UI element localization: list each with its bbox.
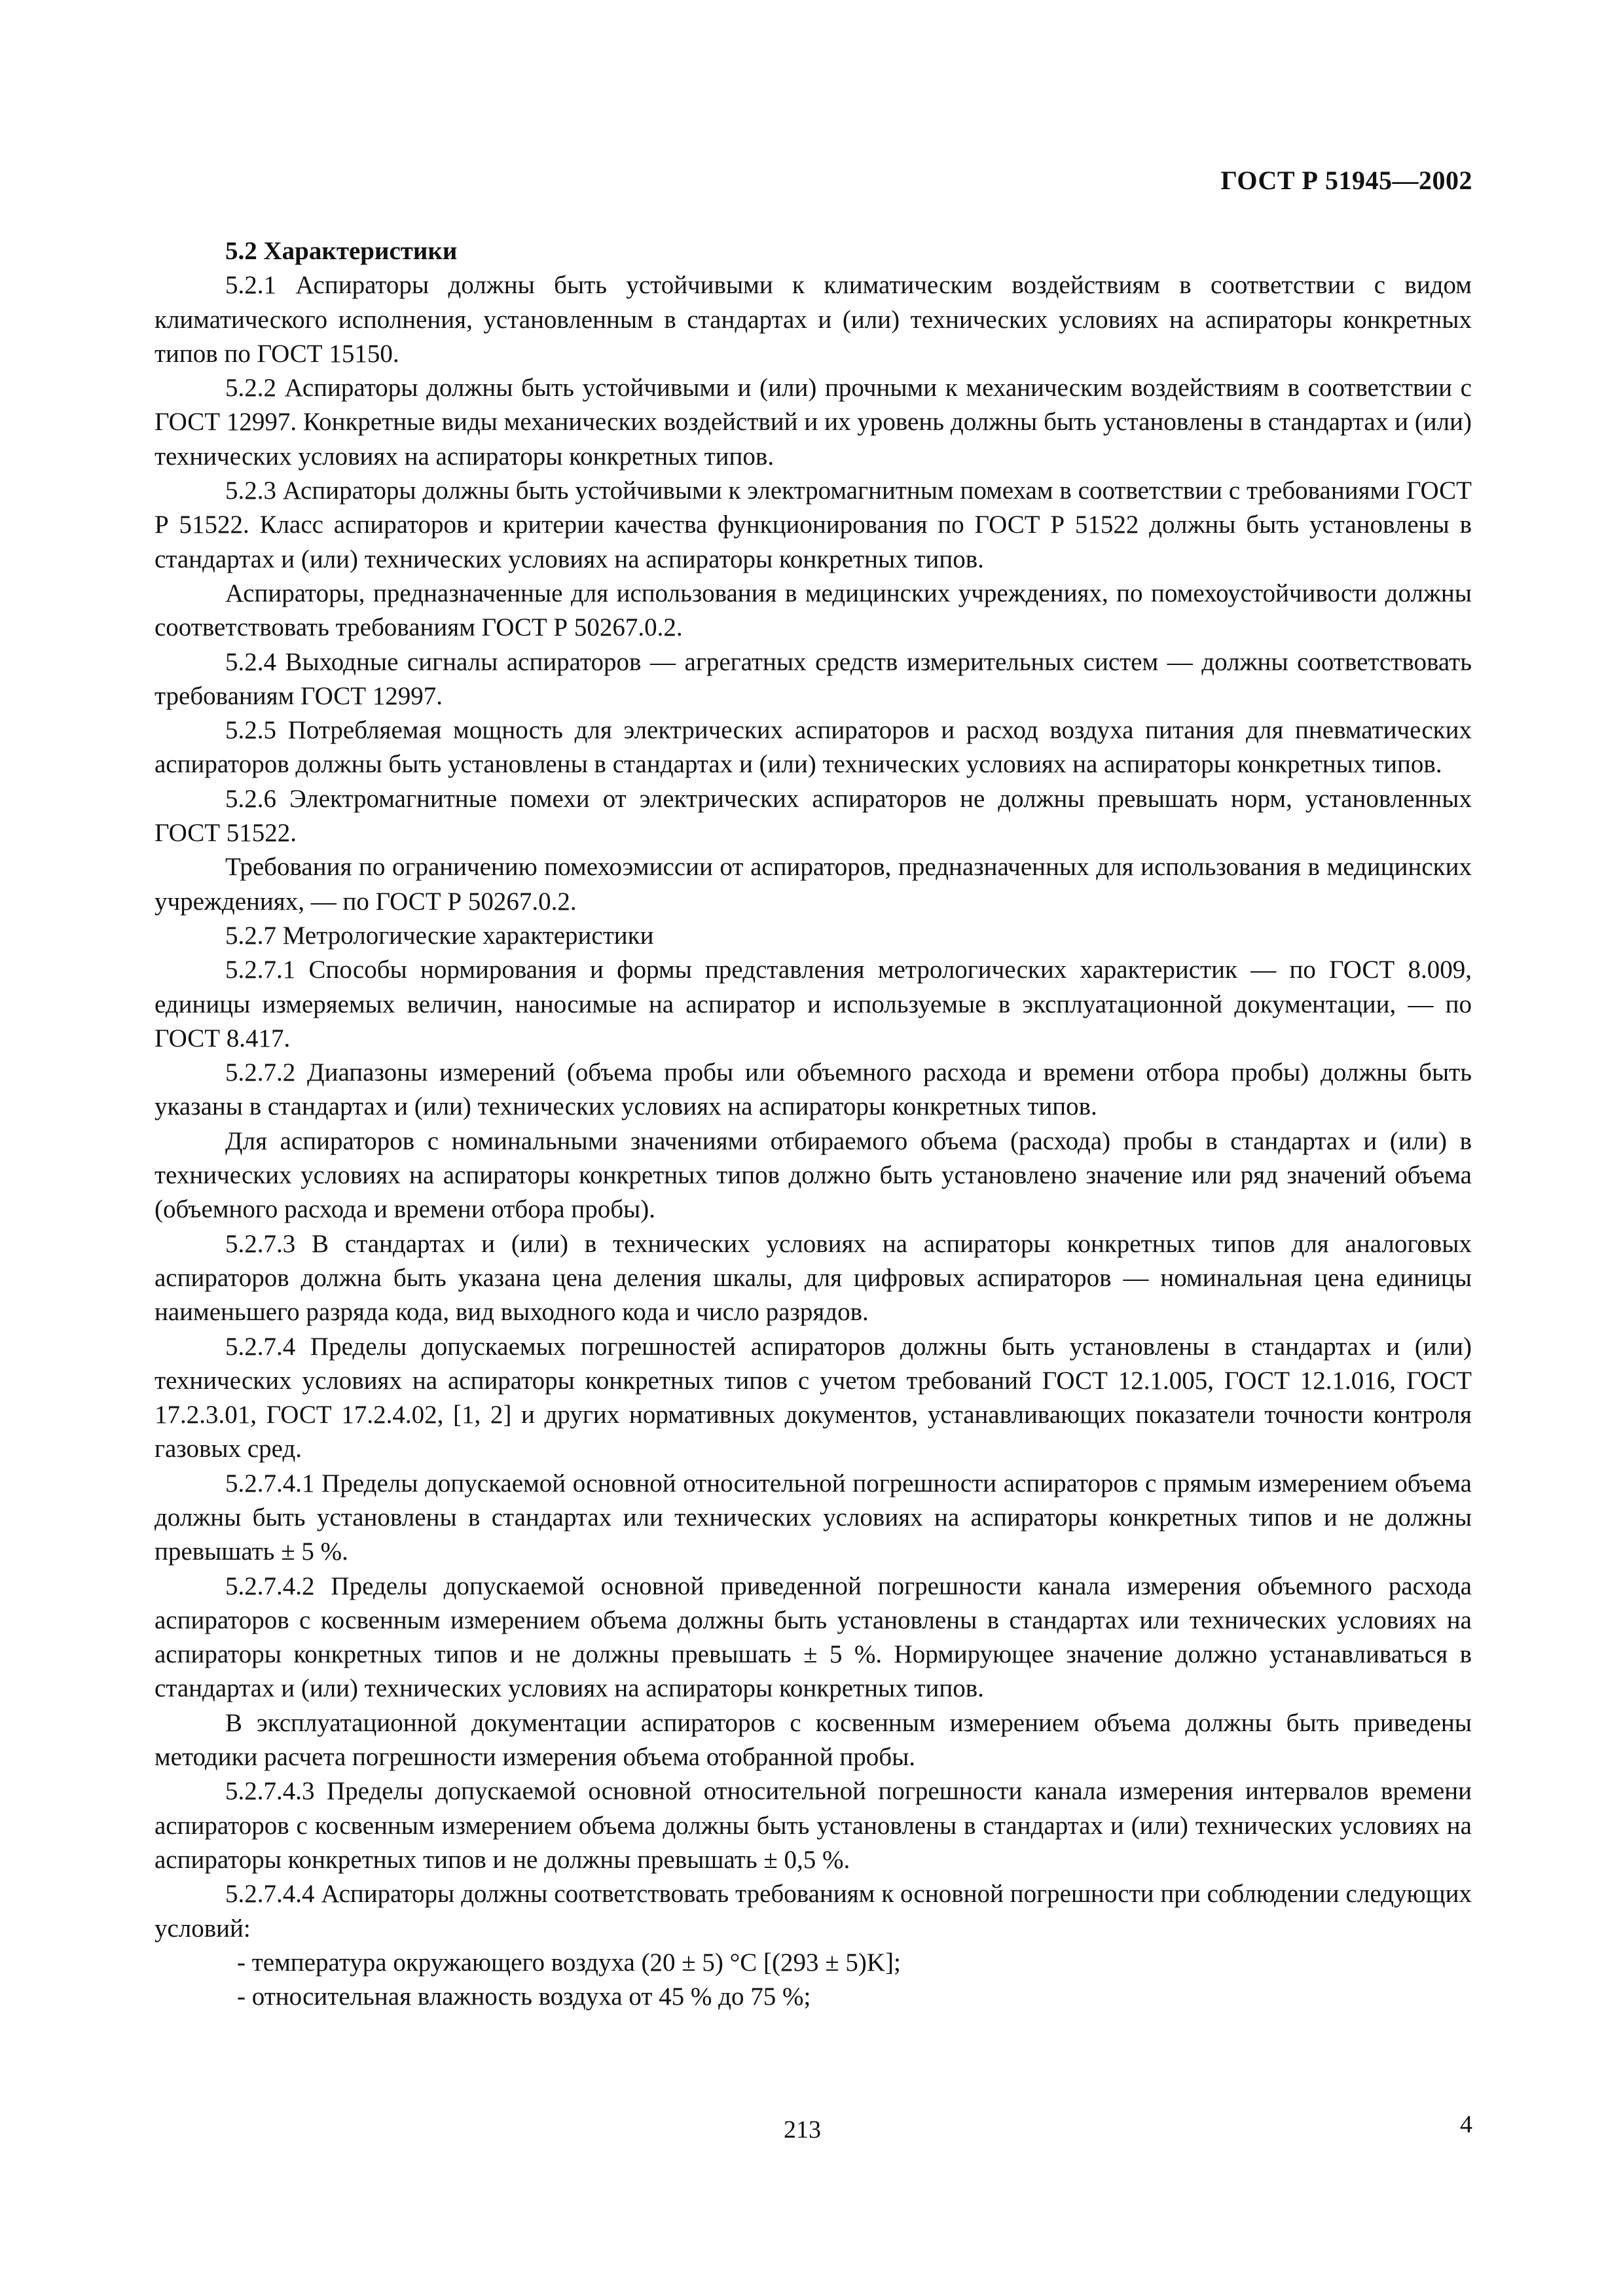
paragraph-calc-methods: В эксплуатационной документации аспираторов с косвенным измерением объема должны быть приведены методики расчета погрешности измерения объема отобранной пробы.: [155, 1708, 1472, 1772]
document-body: [155, 234, 1472, 2014]
paragraph-5-2-6: 5.2.6 Электромагнитные помехи от электрических аспираторов не должны превышать норм, установленных ГОСТ 51522.: [155, 784, 1472, 848]
paragraph-5-2-4: 5.2.4 Выходные сигналы аспираторов — агрегатных средств измерительных систем — должны соответствовать требованиям ГОСТ 12997.: [155, 647, 1472, 710]
paragraph-5-2-5: 5.2.5 Потребляемая мощность для электрических аспираторов и расход воздуха питания для пневматических аспираторов должны быть установлены в стандартах и (или) технических условиях на аспираторы конкретных типов.: [155, 716, 1472, 779]
document-code: ГОСТ Р 51945—2002: [1220, 166, 1472, 195]
paragraph-5-2-7-4-2: 5.2.7.4.2 Пределы допускаемой основной приведенной погрешности канала измерения объемного расхода аспираторов с косвенным измерением объема должны быть установлены в стандартах или технических условиях на аспираторы конкретных типов и не должны превышать ± 5 %. Нормирующее значение должно устанавливаться в стандартах и (или) технических условиях на аспираторы конкретных типов.: [155, 1571, 1472, 1703]
paragraph-5-2-7-4-1: 5.2.7.4.1 Пределы допускаемой основной относительной погрешности аспираторов с прямым измерением объема должны быть установлены в стандартах или технических условиях на аспираторы конкретных типов и не должны превышать ± 5 %.: [155, 1469, 1472, 1566]
paragraph-5-2-2: 5.2.2 Аспираторы должны быть устойчивыми и (или) прочными к механическим воздействиям в соответствии с ГОСТ 12997. Конкретные виды механических воздействий и их уровень должны быть установлены в стандартах и (или) технических условиях на аспираторы конкретных типов.: [155, 374, 1472, 471]
paragraph-5-2-7-4-4: 5.2.7.4.4 Аспираторы должны соответствовать требованиям к основной погрешности при соблюдении следующих условий:: [155, 1880, 1472, 1943]
paragraph-emission-limits: Требования по ограничению помехоэмиссии от аспираторов, предназначенных для использования в медицинских учреждениях, — по ГОСТ Р 50267.0.2.: [155, 853, 1472, 916]
paragraph-nominal-values: Для аспираторов с номинальными значениями отбираемого объема (расхода) пробы в стандартах и (или) в технических условиях на аспираторы конкретных типов должно быть установлено значение или ряд значений объема (объемного расхода и времени отбора пробы).: [155, 1126, 1472, 1224]
paragraph-5-2-3: 5.2.3 Аспираторы должны быть устойчивыми к электромагнитным помехам в соответствии с требованиями ГОСТ Р 51522. Класс аспираторов и критерии качества функционирования по ГОСТ Р 51522 должны быть установлены в стандартах и (или) технических условиях на аспираторы конкретных типов.: [155, 476, 1472, 573]
paragraph-5-2-7-1: 5.2.7.1 Способы нормирования и формы представления метрологических характеристик — по ГОСТ 8.009, единицы измеряемых величин, наносимые на аспиратор и используемые в эксплуатационной документации, — по ГОСТ 8.417.: [155, 956, 1472, 1052]
paragraph-5-2-7-4-3: 5.2.7.4.3 Пределы допускаемой основной относительной погрешности канала измерения интервалов времени аспираторов с косвенным измерением объема должны быть установлены в стандартах и (или) технических условиях на аспираторы конкретных типов и не должны превышать ± 0,5 %.: [155, 1777, 1472, 1874]
paragraph-5-2-7-2: 5.2.7.2 Диапазоны измерений (объема пробы или объемного расхода и времени отбора пробы) должны быть указаны в стандартах и (или) технических условиях на аспираторы конкретных типов.: [155, 1058, 1472, 1121]
paragraph-5-2-1: 5.2.1 Аспираторы должны быть устойчивыми к климатическим воздействиям в соответствии с видом климатического исполнения, установленным в стандартах и (или) технических условиях на аспираторы конкретных типов по ГОСТ 15150.: [155, 271, 1472, 368]
page-number: 213: [784, 2116, 821, 2144]
condition-humidity: - относительная влажность воздуха от 45 % до 75 %;: [237, 1982, 811, 2011]
paragraph-5-2-7: 5.2.7 Метрологические характеристики: [225, 921, 654, 950]
paragraph-5-2-7-3: 5.2.7.3 В стандартах и (или) в технических условиях на аспираторы конкретных типов для аналоговых аспираторов должна быть указана цена деления шкалы, для цифровых аспираторов — номинальная цена единицы наименьшего разряда кода, вид выходного кода и число разрядов.: [155, 1229, 1472, 1327]
paragraph-5-2-7-4: 5.2.7.4 Пределы допускаемых погрешностей аспираторов должны быть установлены в стандартах и (или) технических условиях на аспираторы конкретных типов с учетом требований ГОСТ 12.1.005, ГОСТ 12.1.016, ГОСТ 17.2.3.01, ГОСТ 17.2.4.02, [1, 2] и других нормативных документов, устанавливающих показатели точности контроля газовых сред.: [155, 1332, 1472, 1463]
section-heading: 5.2 Характеристики: [225, 237, 458, 265]
condition-temperature: - температура окружающего воздуха (20 ± 5) °С [(293 ± 5)K];: [237, 1948, 901, 1977]
sheet-number: 4: [1460, 2111, 1472, 2138]
paragraph-medical-immunity: Аспираторы, предназначенные для использования в медицинских учреждениях, по помехоустойчивости должны соответствовать требованиям ГОСТ Р 50267.0.2.: [155, 579, 1472, 642]
